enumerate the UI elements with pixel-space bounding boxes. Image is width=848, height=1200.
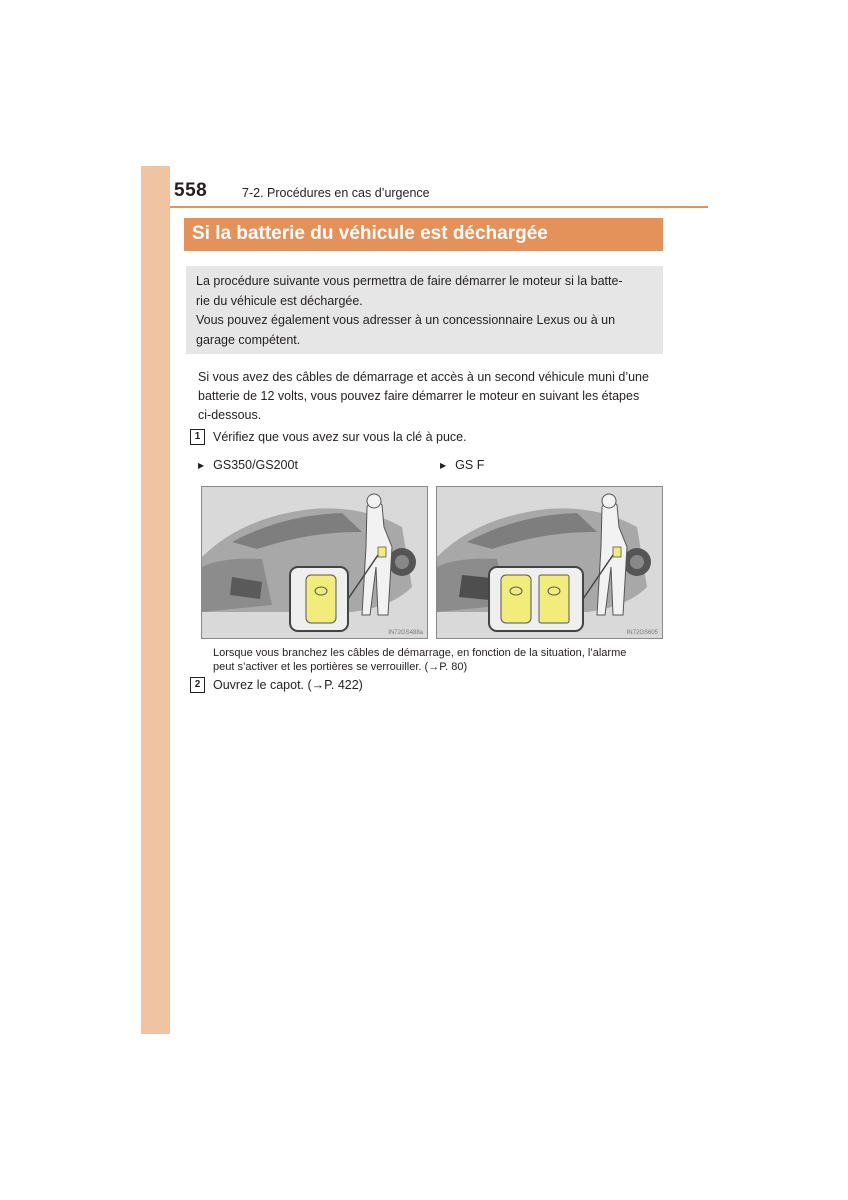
body-line: ci-dessous. (198, 408, 262, 422)
intro-line: Vous pouvez également vous adresser à un concessionnaire Lexus ou à un (196, 313, 616, 327)
page-number: 558 (174, 180, 208, 201)
caption-line: Lorsque vous branchez les câbles de démarrage, en fonction de la situation, l’alarme (213, 647, 627, 659)
chapter-side-tab (141, 166, 170, 1034)
figure-caption (213, 646, 665, 674)
step-text: Vérifiez que vous avez sur vous la clé à puce. (213, 430, 467, 444)
header-divider (170, 206, 708, 208)
variant-label: GS350/GS200t (213, 458, 298, 472)
figure-code: IN72GS488a (388, 630, 423, 636)
step-text: Ouvrez le capot. (→P. 422) (213, 678, 363, 692)
intro-line: rie du véhicule est déchargée. (196, 293, 363, 308)
intro-line: garage compétent. (196, 332, 301, 347)
variant-label: GS F (455, 458, 485, 472)
intro-line: La procédure suivante vous permettra de faire démarrer le moteur si la batte- (196, 274, 623, 288)
triangle-bullet-icon: ▶ (440, 461, 447, 471)
figure-code: IN72GS605 (626, 630, 658, 636)
step-number-badge: 1 (190, 429, 205, 445)
step-1 (190, 429, 467, 445)
figure-gsf-smart-key (436, 486, 663, 639)
variant-gs350 (198, 458, 298, 472)
section-title: Si la batterie du véhicule est déchargée (184, 218, 663, 251)
triangle-bullet-icon: ▶ (198, 461, 205, 471)
car-key-illustration (437, 487, 662, 638)
body-line: Si vous avez des câbles de démarrage et accès à un second véhicule muni d’une (198, 370, 649, 384)
intro-box (186, 266, 663, 354)
car-key-illustration (202, 487, 427, 638)
step-2 (190, 677, 363, 693)
caption-line: peut s’activer et les portières se verrouiller. (→P. 80) (213, 661, 468, 673)
step-number-badge: 2 (190, 677, 205, 693)
body-line: batterie de 12 volts, vous pouvez faire démarrer le moteur en suivant les étapes (198, 389, 640, 403)
variant-gsf (440, 458, 484, 472)
body-paragraph (198, 368, 662, 425)
figure-gs350-smart-key (201, 486, 428, 639)
chapter-title: 7-2. Procédures en cas d’urgence (242, 186, 430, 200)
